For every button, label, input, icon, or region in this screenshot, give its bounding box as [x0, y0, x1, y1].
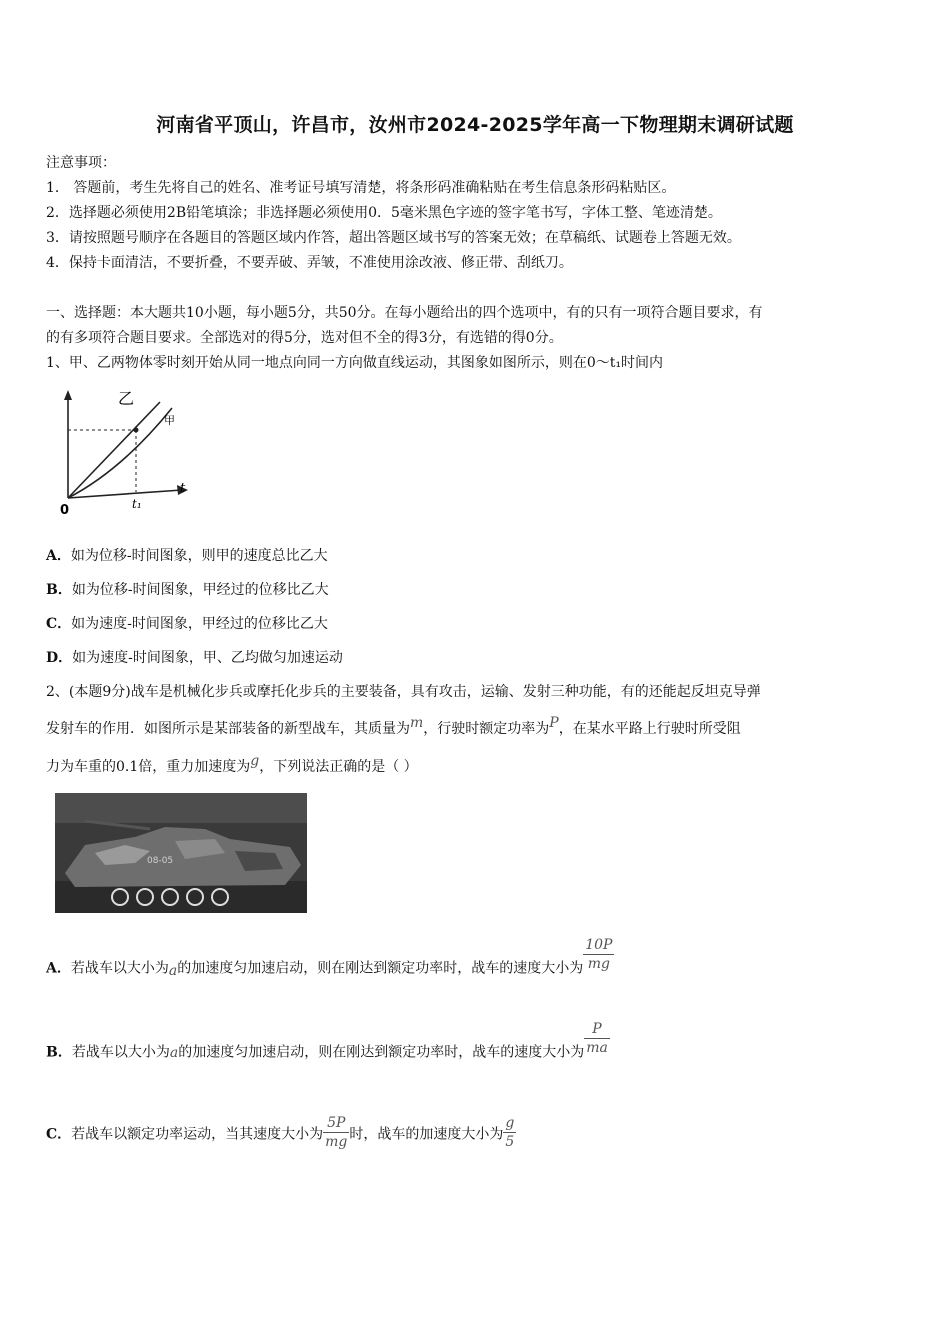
question-2-option-a: A．若战车以大小为a的加速度匀加速启动，则在刚达到额定功率时，战车的速度大小为 $\frac{10P}{mg}$ — [46, 937, 613, 979]
notice-item-4: 4．保持卡面清洁，不要折叠，不要弄破、弄皱，不准使用涂改液、修正带、刮纸刀。 — [46, 255, 573, 271]
question-1-graph — [52, 380, 202, 520]
question-1-option-a: A．如为位移-时间图象，则甲的速度总比乙大 — [46, 548, 328, 564]
label-yi: 乙 — [118, 389, 135, 408]
notice-item-2: 2．选择题必须使用2B铅笔填涂；非选择题必须使用0．5毫米黑色字迹的签字笔书写，字体工整、笔迹清楚。 — [46, 205, 722, 221]
fraction-a: $\frac{10P}{mg}$ — [585, 937, 613, 972]
question-2-line-1: 2、(本题9分)战车是机械化步兵或摩托化步兵的主要装备，具有攻击，运输、发射三种功能，有的还能起反坦克导弹 — [46, 684, 761, 700]
var-a: a — [169, 1044, 179, 1061]
notice-item-3: 3．请按照题号顺序在各题目的答题区域内作答，超出答题区域书写的答案无效；在草稿纸、试题卷上答题无效。 — [46, 230, 741, 246]
label-jia: 甲 — [164, 414, 175, 427]
var-p: P — [549, 715, 559, 731]
question-1-stem: 1、甲、乙两物体零时刻开始从同一地点向同一方向做直线运动，其图象如图所示，则在0～t₁时间内 — [46, 355, 664, 371]
question-2-option-b: B．若战车以大小为a的加速度匀加速启动，则在刚达到额定功率时，战车的速度大小为 $\frac{P}{ma}$ — [46, 1021, 608, 1061]
label-origin: 0 — [60, 503, 70, 518]
question-1-option-b: B．如为位移-时间图象，甲经过的位移比乙大 — [46, 582, 329, 598]
var-a: a — [168, 962, 178, 979]
question-1-option-c: C．如为速度-时间图象，甲经过的位移比乙大 — [46, 616, 328, 632]
label-t: t — [180, 481, 186, 496]
photo-sky — [55, 793, 307, 823]
var-m: m — [410, 715, 424, 731]
tank-number: 08-05 — [147, 856, 174, 866]
x-axis — [68, 490, 182, 498]
notice-item-1: 1． 答题前，考生先将自己的姓名、准考证号填写清楚，将条形码准确粘贴在考生信息条形码粘贴区。 — [46, 180, 676, 196]
line-yi — [68, 402, 160, 498]
fraction-c1: $\frac{5P}{mg}$ — [325, 1115, 348, 1150]
tank-photo — [55, 793, 307, 913]
section-intro-line-1: 一、选择题：本大题共10小题，每小题5分，共50分。在每小题给出的四个选项中，有的只有一项符合题目要求，有 — [46, 305, 763, 321]
fraction-b: $\frac{P}{ma}$ — [586, 1021, 608, 1056]
y-axis-arrow — [64, 390, 72, 400]
question-1-option-d: D．如为速度-时间图象，甲、乙均做匀加速运动 — [46, 650, 343, 666]
question-2-line-3: 力为车重的0.1倍，重力加速度为g，下列说法正确的是（ ） — [46, 753, 418, 775]
question-2-option-c: C．若战车以额定功率运动，当其速度大小为 $\frac{5P}{mg}$ 时，战车的加速度大小为 $\frac{g}{5}$ — [46, 1115, 515, 1150]
notice-heading: 注意事项： — [46, 155, 116, 171]
question-2-line-2: 发射车的作用．如图所示是某部装备的新型战车，其质量为m，行驶时额定功率为P，在某水平路上行驶时所受阻 — [46, 715, 741, 737]
var-g: g — [250, 753, 260, 769]
section-intro-line-2: 的有多项符合题目要求。全部选对的得5分，选对但不全的得3分，有选错的得0分。 — [46, 330, 563, 346]
label-t1: t₁ — [132, 497, 142, 511]
intersection-point — [134, 428, 139, 433]
page-title: 河南省平顶山，许昌市，汝州市2024-2025学年高一下物理期末调研试题 — [156, 114, 794, 136]
fraction-c2: $\frac{g}{5}$ — [505, 1115, 515, 1150]
curve-jia — [68, 408, 172, 498]
